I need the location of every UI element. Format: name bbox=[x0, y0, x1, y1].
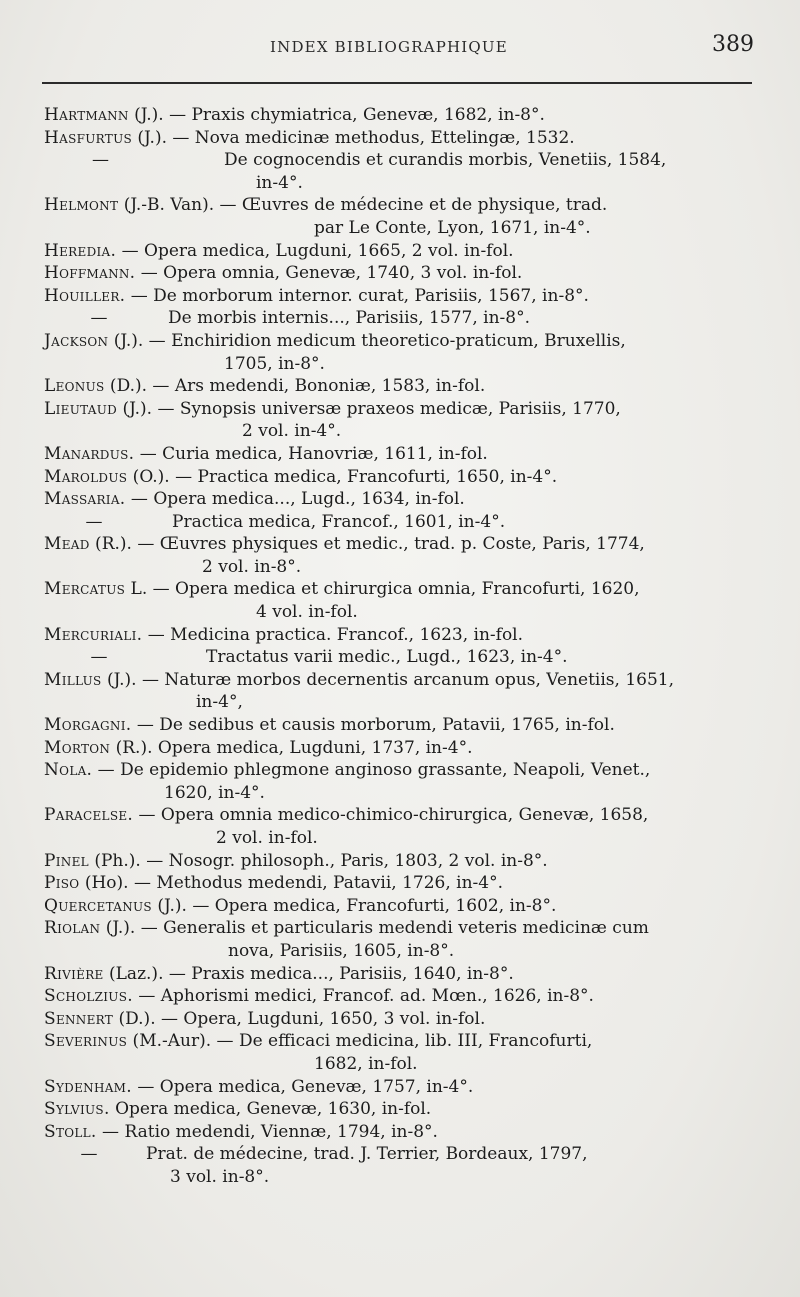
entry-continuation: 1620, in-4°. bbox=[164, 782, 265, 803]
bibliography-entry bbox=[44, 149, 760, 194]
entry-text: De morbis internis..., Parisiis, 1577, in-8°. bbox=[168, 308, 530, 329]
bibliography-entry bbox=[44, 375, 760, 398]
entry-text: (J.-B. Van). — Œuvres de médecine et de physique, trad. bbox=[118, 195, 608, 216]
bibliography-entry bbox=[44, 1098, 760, 1121]
ditto-mark: — bbox=[90, 308, 108, 329]
entry-author: Houiller. bbox=[44, 285, 126, 306]
bibliography-entry bbox=[44, 985, 760, 1008]
bibliography-entry bbox=[44, 1121, 760, 1144]
entry-text: (Ph.). — Nosogr. philosoph., Paris, 1803, 2 vol. in-8°. bbox=[88, 850, 548, 871]
bibliography-entry bbox=[44, 804, 760, 849]
bibliography-entry bbox=[44, 307, 760, 330]
entry-author: Leonus bbox=[44, 376, 105, 397]
bibliography-entry bbox=[44, 398, 760, 443]
entry-author: Rivière bbox=[44, 963, 104, 984]
entry-author: Hasfurtus bbox=[44, 127, 133, 148]
entry-continuation: 2 vol. in-4°. bbox=[242, 421, 342, 442]
entry-text: (J.). — Enchiridion medicum theoretico-praticum, Bruxellis, bbox=[108, 330, 626, 351]
page-number: 389 bbox=[712, 32, 754, 57]
entry-text: (R.). — Œuvres physiques et medic., trad. p. Coste, Paris, 1774, bbox=[89, 534, 645, 555]
header-rule bbox=[42, 82, 752, 84]
entry-author: Hartmann bbox=[44, 105, 129, 125]
entry-author: Riolan bbox=[44, 918, 101, 939]
bibliography-entry bbox=[44, 466, 760, 489]
bibliography-entry bbox=[44, 127, 760, 150]
entry-text: Prat. de médecine, trad. J. Terrier, Bordeaux, 1797, bbox=[146, 1144, 588, 1165]
entry-continuation: 1705, in-8°. bbox=[224, 353, 325, 374]
bibliography-entry bbox=[44, 737, 760, 760]
entry-text: — Opera omnia medico-chimico-chirurgica, Genevæ, 1658, bbox=[133, 805, 649, 826]
bibliography-entry bbox=[44, 917, 760, 962]
bibliography-entry bbox=[44, 714, 760, 737]
entry-text: — De morborum internor. curat, Parisiis, 1567, in-8°. bbox=[125, 285, 589, 306]
entry-author: Millus bbox=[44, 669, 102, 690]
entry-text: — Medicina practica. Francof., 1623, in-fol. bbox=[142, 624, 524, 645]
bibliography-entry bbox=[44, 533, 760, 578]
bibliography-entry bbox=[44, 443, 760, 466]
bibliography-entry bbox=[44, 850, 760, 873]
ditto-mark: — bbox=[90, 647, 108, 668]
entry-author: Jackson bbox=[44, 330, 109, 351]
entry-author: Piso bbox=[44, 873, 80, 894]
page-header bbox=[0, 30, 800, 66]
entry-continuation: 4 vol. in-fol. bbox=[256, 602, 358, 623]
bibliography-entry bbox=[44, 285, 760, 308]
bibliography-entry bbox=[44, 578, 760, 623]
entry-text: (J.). — Synopsis universæ praxeos medicæ, Parisiis, 1770, bbox=[117, 398, 621, 419]
entry-continuation: par Le Conte, Lyon, 1671, in-4°. bbox=[314, 217, 591, 238]
entry-text: — Opera medica..., Lugd., 1634, in-fol. bbox=[125, 489, 465, 510]
entry-author: Sennert bbox=[44, 1008, 114, 1029]
entry-author: Severinus bbox=[44, 1031, 128, 1052]
ditto-mark: — bbox=[92, 150, 109, 171]
entry-text: (J.). — Nova medicinæ methodus, Ettelingæ, 1532. bbox=[132, 127, 575, 148]
running-title: INDEX BIBLIOGRAPHIQUE bbox=[270, 38, 508, 56]
entry-text: De cognocendis et curandis morbis, Venetiis, 1584, bbox=[224, 150, 667, 171]
entry-author: Sydenham. bbox=[44, 1076, 132, 1097]
entry-author: Helmont bbox=[44, 195, 119, 216]
entry-author: Paracelse. bbox=[44, 805, 134, 826]
entry-author: Quercetanus bbox=[44, 895, 152, 916]
entry-text: — Opera medica, Genevæ, 1757, in-4°. bbox=[131, 1076, 474, 1097]
entry-author: Lieutaud bbox=[44, 398, 118, 419]
bibliography-entry bbox=[44, 963, 760, 986]
entry-text: — De sedibus et causis morborum, Patavii, 1765, in-fol. bbox=[131, 715, 615, 736]
entry-author: Stoll. bbox=[44, 1121, 97, 1142]
entry-author: Morton bbox=[44, 737, 111, 758]
bibliography-entry bbox=[44, 646, 760, 669]
entry-author: Sylvius. bbox=[44, 1099, 110, 1120]
entry-text: Tractatus varii medic., Lugd., 1623, in-4°. bbox=[206, 647, 568, 668]
entry-author: Scholzius. bbox=[44, 986, 133, 1007]
bibliography-entry bbox=[44, 1076, 760, 1099]
entry-continuation: 1682, in-fol. bbox=[314, 1053, 418, 1074]
entry-text: (Laz.). — Praxis medica..., Parisiis, 1640, in-8°. bbox=[103, 963, 514, 984]
bibliography-entry bbox=[44, 488, 760, 511]
entry-continuation: in-4°, bbox=[196, 692, 243, 713]
bibliography-entry bbox=[44, 240, 760, 263]
entry-author: Morgagni. bbox=[44, 715, 132, 736]
entry-continuation: 2 vol. in-8°. bbox=[202, 556, 302, 577]
entry-author: Mead bbox=[44, 534, 90, 555]
entry-text: (O.). — Practica medica, Francofurti, 1650, in-4°. bbox=[127, 466, 558, 487]
entry-text: — Curia medica, Hanovriæ, 1611, in-fol. bbox=[134, 443, 488, 464]
bibliography-entry bbox=[44, 1008, 760, 1031]
entry-text: L. — Opera medica et chirurgica omnia, Francofurti, 1620, bbox=[125, 579, 640, 600]
bibliography-entry bbox=[44, 330, 760, 375]
entry-text: (J.). — Generalis et particularis medendi veteris medicinæ cum bbox=[100, 918, 649, 939]
bibliography-entry bbox=[44, 511, 760, 534]
entry-author: Heredia. bbox=[44, 240, 117, 261]
entry-text: (Ho). — Methodus medendi, Patavii, 1726, in-4°. bbox=[79, 873, 504, 894]
bibliography-list bbox=[44, 104, 760, 1189]
bibliography-entry bbox=[44, 759, 760, 804]
bibliography-entry bbox=[44, 104, 760, 127]
entry-text: (M.-Aur). — De efficaci medicina, lib. III, Francofurti, bbox=[127, 1031, 593, 1052]
bibliography-entry bbox=[44, 262, 760, 285]
entry-author: Massaria. bbox=[44, 489, 126, 510]
entry-author: Hoffmann. bbox=[44, 263, 136, 284]
entry-author: Mercatus bbox=[44, 579, 126, 600]
bibliography-entry bbox=[44, 895, 760, 918]
entry-text: (J.). — Opera medica, Francofurti, 1602, in-8°. bbox=[151, 895, 557, 916]
entry-continuation: in-4°. bbox=[256, 172, 303, 193]
entry-author: Nola. bbox=[44, 760, 93, 781]
entry-author: Pinel bbox=[44, 850, 89, 871]
entry-author: Manardus. bbox=[44, 443, 135, 464]
entry-text: — Opera omnia, Genevæ, 1740, 3 vol. in-fol. bbox=[135, 263, 523, 284]
ditto-mark: — bbox=[80, 1144, 98, 1165]
entry-text: (D.). — Ars medendi, Bononiæ, 1583, in-fol. bbox=[104, 376, 486, 397]
entry-continuation: 3 vol. in-8°. bbox=[170, 1166, 270, 1187]
ditto-mark: — bbox=[85, 511, 103, 532]
bibliography-entry bbox=[44, 194, 760, 239]
entry-text: — Opera medica, Lugduni, 1665, 2 vol. in-fol. bbox=[116, 240, 514, 261]
entry-continuation: nova, Parisiis, 1605, in-8°. bbox=[228, 940, 455, 961]
bibliography-entry bbox=[44, 624, 760, 647]
entry-text: (J.). — Naturæ morbos decernentis arcanum opus, Venetiis, 1651, bbox=[101, 669, 675, 690]
bibliography-entry bbox=[44, 669, 760, 714]
entry-text: (J.). — Praxis chymiatrica, Genevæ, 1682, in-8°. bbox=[128, 105, 545, 125]
entry-author: Mercuriali. bbox=[44, 624, 143, 645]
entry-continuation: 2 vol. in-fol. bbox=[216, 828, 318, 848]
entry-text: — De epidemio phlegmone anginoso grassante, Neapoli, Venet., bbox=[92, 760, 651, 781]
entry-text: Opera medica, Genevæ, 1630, in-fol. bbox=[109, 1099, 432, 1120]
bibliography-entry bbox=[44, 1143, 760, 1188]
entry-author: Maroldus bbox=[44, 466, 128, 487]
entry-text: (R.). Opera medica, Lugduni, 1737, in-4°. bbox=[110, 737, 473, 758]
bibliography-entry bbox=[44, 1030, 760, 1075]
bibliography-entry bbox=[44, 872, 760, 895]
entry-text: (D.). — Opera, Lugduni, 1650, 3 vol. in-fol. bbox=[113, 1008, 486, 1029]
entry-text: — Ratio medendi, Viennæ, 1794, in-8°. bbox=[96, 1121, 438, 1142]
entry-text: Practica medica, Francof., 1601, in-4°. bbox=[172, 511, 506, 532]
entry-text: — Aphorismi medici, Francof. ad. Mœn., 1626, in-8°. bbox=[132, 986, 594, 1007]
